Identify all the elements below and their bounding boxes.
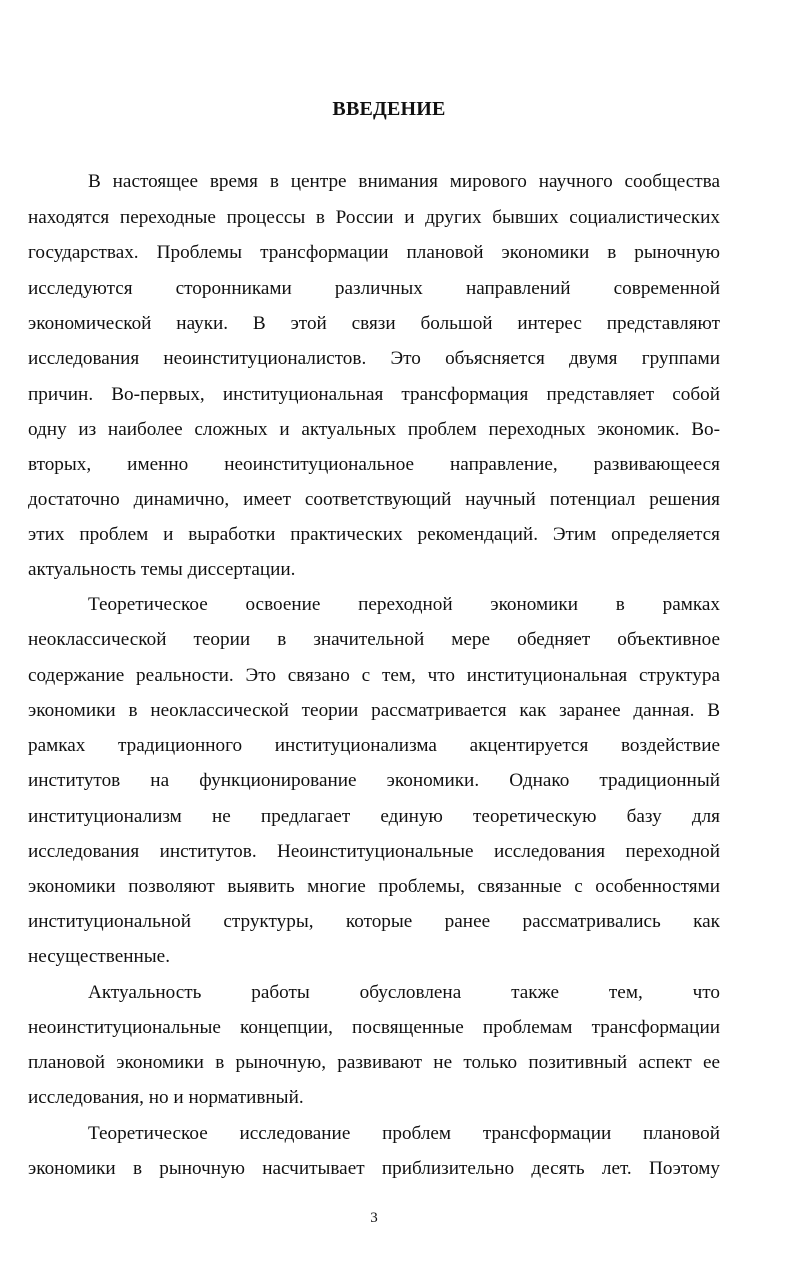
text-line: исследования неоинституционалистов. Это объясняется двумя группами	[28, 348, 720, 369]
text-line: неоклассической теории в значительной мере обедняет объективное	[28, 629, 720, 650]
text-line: исследуются сторонниками различных направлений современной	[28, 278, 720, 299]
text-line: исследования институтов. Неоинституциональные исследования переходной	[28, 841, 720, 862]
text-line: исследования, но и нормативный.	[28, 1087, 304, 1108]
text-line: экономической науки. В этой связи большой интерес представляют	[28, 313, 720, 334]
text-line: плановой экономики в рыночную, развивают не только позитивный аспект ее	[28, 1052, 720, 1073]
text-line: достаточно динамично, имеет соответствующий научный потенциал решения	[28, 489, 720, 510]
text-line: этих проблем и выработки практических рекомендаций. Этим определяется	[28, 524, 720, 545]
text-line: экономики в рыночную насчитывает приблизительно десять лет. Поэтому	[28, 1158, 720, 1179]
text-line: институтов на функционирование экономики. Однако традиционный	[28, 770, 720, 791]
text-line: рамках традиционного институционализма акцентируется воздействие	[28, 735, 720, 756]
text-line: Теоретическое исследование проблем трансформации плановой	[88, 1123, 720, 1144]
text-line: экономики позволяют выявить многие проблемы, связанные с особенностями	[28, 876, 720, 897]
text-line: вторых, именно неоинституциональное направление, развивающееся	[28, 454, 720, 475]
text-line: государствах. Проблемы трансформации плановой экономики в рыночную	[28, 242, 720, 263]
text-line: содержание реальности. Это связано с тем, что институциональная структура	[28, 665, 720, 686]
text-line: одну из наиболее сложных и актуальных проблем переходных экономик. Во-	[28, 419, 720, 440]
text-line: В настоящее время в центре внимания мирового научного сообщества	[88, 171, 720, 192]
text-line: институционализм не предлагает единую теоретическую базу для	[28, 806, 720, 827]
text-line: неоинституциональные концепции, посвященные проблемам трансформации	[28, 1017, 720, 1038]
text-line: Теоретическое освоение переходной экономики в рамках	[88, 594, 720, 615]
page-number: 3	[370, 1210, 378, 1226]
text-line: Актуальность работы обусловлена также тем, что	[88, 982, 720, 1003]
page-title: ВВЕДЕНИЕ	[332, 98, 446, 120]
text-line: несущественные.	[28, 946, 170, 967]
text-line: экономики в неоклассической теории рассматривается как заранее данная. В	[28, 700, 720, 721]
text-line: актуальность темы диссертации.	[28, 559, 296, 580]
text-line: причин. Во-первых, институциональная трансформация представляет собой	[28, 384, 720, 405]
text-line: находятся переходные процессы в России и других бывших социалистических	[28, 207, 720, 228]
text-line: институциональной структуры, которые ранее рассматривались как	[28, 911, 720, 932]
